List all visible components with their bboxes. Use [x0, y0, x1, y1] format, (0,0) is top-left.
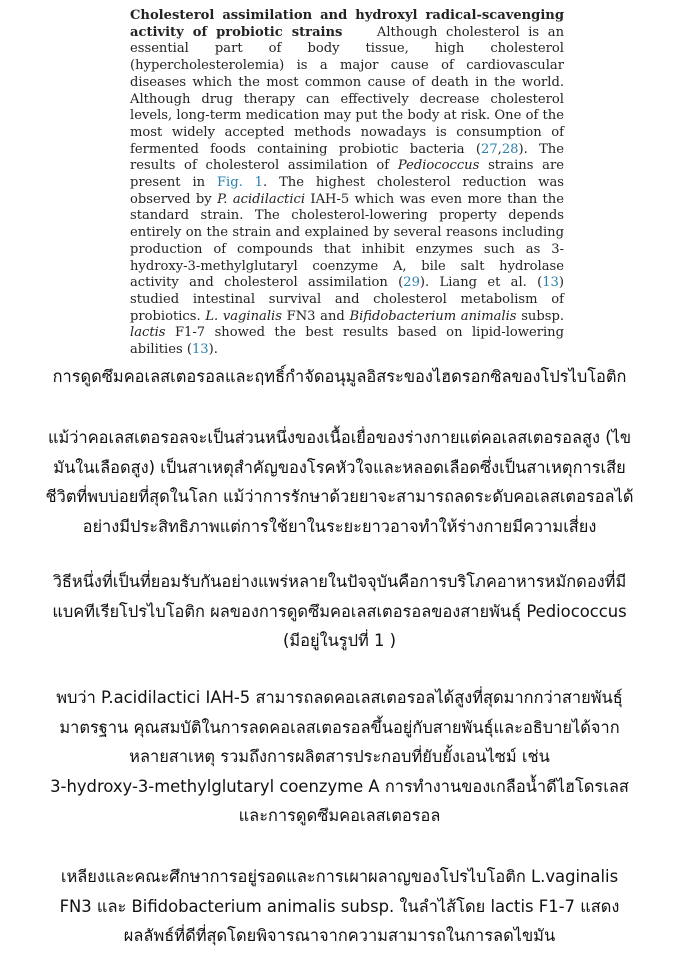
translation-line: FN3 และ Bifidobacterium animalis subsp. ในลำไส้โดย lactis F1-7 แสดง: [59, 896, 620, 916]
translation-line: ผลลัพธ์ที่ดีที่สุดโดยพิจารณาจากความสามารถในการลดไขมัน: [123, 926, 556, 945]
figure-link[interactable]: Fig. 1: [216, 175, 264, 191]
species-name: L. vaginalis: [205, 308, 282, 324]
excerpt-text: F1-7 showed the best results based on lipid-lowering abilities (: [130, 325, 564, 358]
excerpt-heading: Cholesterol assimilation and hydroxyl radical-scavenging activity of probiotic strains: [130, 8, 564, 40]
excerpt-text: ). The results of cholesterol assimilation of: [130, 141, 564, 174]
excerpt-text: ).: [208, 342, 218, 358]
translation-line: พบว่า P.acidilactici IAH-5 สามารถลดคอเลสเตอรอลได้สูงที่สุดมากกว่าสายพันธุ์: [56, 688, 623, 707]
translation-paragraph-3: [0, 683, 679, 831]
excerpt-text: . The highest cholesterol reduction was observed by: [130, 175, 565, 207]
excerpt-text: Although cholesterol is an essential part of body tissue, high cholesterol (hypercholesterolemia) is a major cause of cardiovascular diseases which the most common cause of death in the world. Although drug therapy can effectively decrease cholesterol levels, long-term medication may put the body at risk. One of the most widely accepted methods nowadays is consumption of fermented foods containing probiotic bacteria (: [130, 24, 565, 157]
translation-paragraph-1: [0, 423, 679, 541]
translation-line: ชีวิตที่พบบ่อยที่สุดในโลก แม้ว่าการรักษาด้วยยาจะสามารถลดระดับคอเลสเตอรอลได้: [45, 487, 634, 506]
excerpt-text: strains are present in: [130, 158, 564, 191]
translation-line: แบคทีเรียโปรไบโอติก ผลของการดูดซึมคอเลสเตอรอลของสายพันธุ์ Pediococcus: [52, 601, 627, 621]
translation-line: (มีอยู่ในรูปที่ 1 ): [282, 631, 397, 650]
citation-link[interactable]: 13: [542, 275, 559, 291]
species-name: lactis: [130, 325, 166, 341]
translation-line: มาตรฐาน คุณสมบัติในการลดคอเลสเตอรอลขึ้นอยู่กับสายพันธุ์และอธิบายได้จาก: [59, 717, 620, 737]
excerpt-text: ) studied intestinal survival and cholesterol metabolism of probiotics.: [130, 275, 564, 324]
excerpt-text: subsp.: [516, 308, 564, 324]
translation-title-block: [0, 362, 679, 392]
excerpt-text: FN3 and: [281, 308, 350, 324]
citation-link[interactable]: 29: [403, 275, 420, 291]
species-name: P. acidilactici: [217, 191, 306, 207]
citation-link[interactable]: 27: [481, 141, 498, 157]
translation-line: มันในเลือดสูง) เป็นสาเหตุสำคัญของโรคหัวใจและหลอดเลือดซึ่งเป็นสาเหตุการเสีย: [53, 457, 626, 477]
excerpt-text: IAH-5 which was even more than the standard strain. The cholesterol-lowering property depends entirely on the strain and explained by several reasons including production of compounds that inhibit enzymes such as 3-hydroxy-3-methylglutaryl coenzyme A, bile salt hydrolase activity and cholesterol assimilation (: [130, 191, 564, 291]
translation-line: วิธีหนึ่งที่เป็นที่ยอมรับกันอย่างแพร่หลายในปัจจุบันคือการบริโภคอาหารหมักดองที่มี: [52, 572, 627, 591]
translation-line: แม้ว่าคอเลสเตอรอลจะเป็นส่วนหนึ่งของเนื้อเยื่อของร่างกายแต่คอเลสเตอรอลสูง (ไข: [47, 428, 632, 447]
translation-line: 3-hydroxy-3-methylglutaryl coenzyme A การทำงานของเกลือน้ำดีไฮโดรเลส: [50, 776, 629, 796]
excerpt-text: ). Liang et al. (: [419, 275, 543, 291]
translation-line: เหลียงและคณะศึกษาการอยู่รอดและการเผาผลาญของโปรไบโอติก L.vaginalis: [60, 867, 619, 886]
translation-title: การดูดซึมคอเลสเตอรอลและฤทธิ์กำจัดอนุมูลอิสระของไฮดรอกซิลของโปรไบโอติก: [52, 367, 627, 386]
translation-line: และการดูดซึมคอเลสเตอรอล: [238, 806, 441, 825]
source-excerpt: [130, 8, 564, 359]
translation-paragraph-2: [0, 567, 679, 656]
citation-separator: ,: [497, 141, 502, 157]
genus-name: Pediococcus: [397, 158, 480, 174]
citation-link[interactable]: 28: [501, 141, 519, 157]
translation-paragraph-4: [0, 862, 679, 951]
translation-line: หลายสาเหตุ รวมถึงการผลิตสารประกอบที่ยับยั้งเอนไซม์ เช่น: [129, 747, 550, 766]
citation-link[interactable]: 13: [191, 342, 209, 358]
species-name: Bifidobacterium animalis: [349, 308, 517, 324]
translation-line: อย่างมีประสิทธิภาพแต่การใช้ยาในระยะยาวอาจทำให้ร่างกายมีความเสี่ยง: [82, 516, 597, 536]
